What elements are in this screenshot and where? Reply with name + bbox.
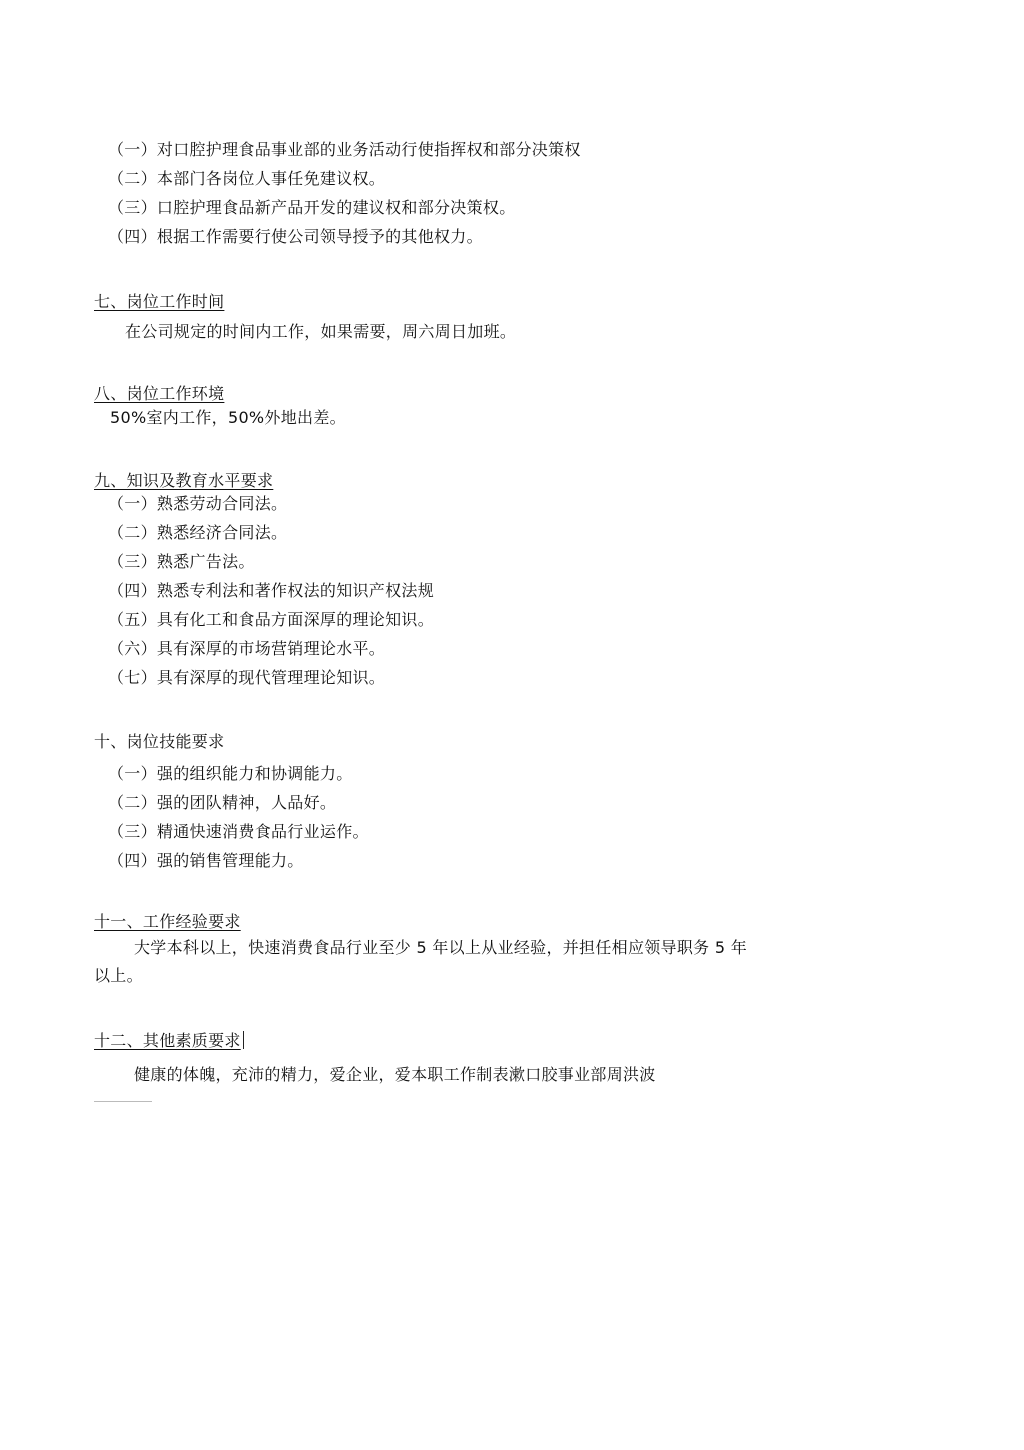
section-12-body: 健康的体魄，充沛的精力，爱企业，爱本职工作制表漱口胶事业部周洪波: [134, 1065, 656, 1084]
section-10-item-4: （四）强的销售管理能力。: [108, 851, 304, 870]
section-9-heading: 九、知识及教育水平要求: [94, 471, 274, 490]
section-12-heading: 十二、其他素质要求: [94, 1031, 241, 1050]
section-9-item-1: （一）熟悉劳动合同法。: [108, 494, 288, 513]
authority-item-2: （二）本部门各岗位人事任免建议权。: [108, 169, 386, 188]
section-8-body: 50%室内工作，50%外地出差。: [110, 408, 346, 427]
section-10-heading: 十、岗位技能要求: [94, 732, 225, 751]
authority-item-1: （一）对口腔护理食品事业部的业务活动行使指挥权和部分决策权: [108, 140, 581, 159]
authority-item-3: （三）口腔护理食品新产品开发的建议权和部分决策权。: [108, 198, 516, 217]
section-9-item-5: （五）具有化工和食品方面深厚的理论知识。: [108, 610, 435, 629]
section-9-item-4: （四）熟悉专利法和著作权法的知识产权法规: [108, 581, 435, 600]
section-7-heading: 七、岗位工作时间: [94, 292, 225, 311]
section-9-item-7: （七）具有深厚的现代管理理论知识。: [108, 668, 386, 687]
footer-rule: [94, 1101, 152, 1102]
section-9-item-2: （二）熟悉经济合同法。: [108, 523, 288, 542]
section-10-item-2: （二）强的团队精神，人品好。: [108, 793, 337, 812]
section-10-item-1: （一）强的组织能力和协调能力。: [108, 764, 353, 783]
section-11-body-line-2: 以上。: [94, 966, 143, 985]
section-9-item-3: （三）熟悉广告法。: [108, 552, 255, 571]
section-7-body: 在公司规定的时间内工作，如果需要，周六周日加班。: [125, 322, 517, 341]
section-9-item-6: （六）具有深厚的市场营销理论水平。: [108, 639, 386, 658]
section-10-item-3: （三）精通快速消费食品行业运作。: [108, 822, 369, 841]
section-12-heading-wrap: [94, 1031, 244, 1051]
authority-item-4: （四）根据工作需要行使公司领导授予的其他权力。: [108, 227, 483, 246]
section-11-body-line-1: 大学本科以上，快速消费食品行业至少 5 年以上从业经验，并担任相应领导职务 5 年: [134, 938, 748, 957]
section-8-heading: 八、岗位工作环境: [94, 384, 225, 403]
text-cursor: [243, 1031, 244, 1049]
section-11-heading: 十一、工作经验要求: [94, 912, 241, 931]
